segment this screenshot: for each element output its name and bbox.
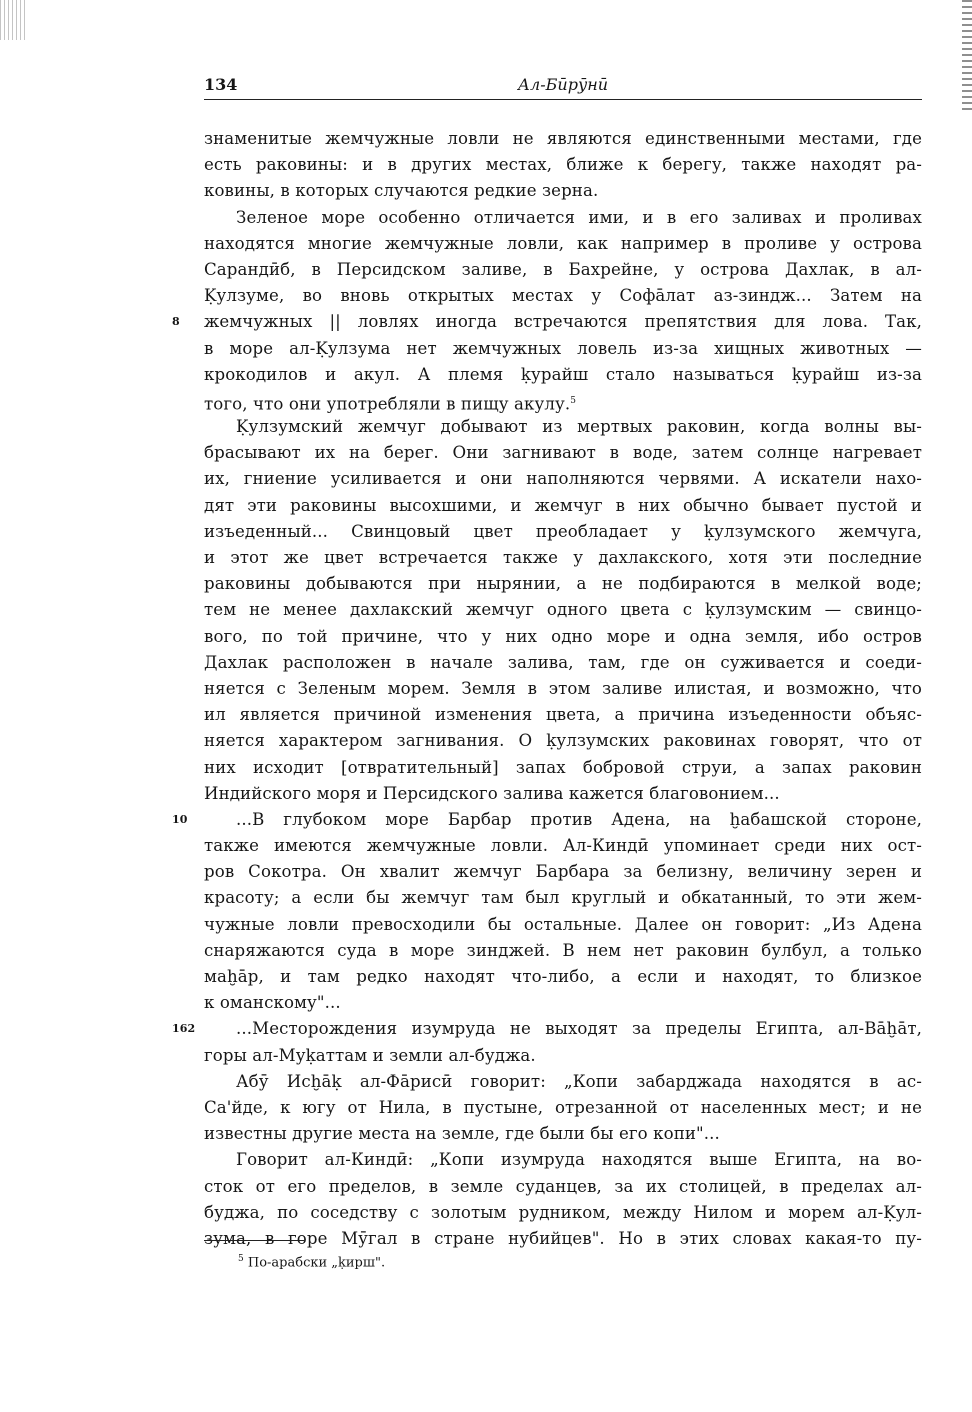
text-line: есть раковины: и в других местах, ближе к берегу, также находят ра-: [204, 155, 922, 175]
margin-number-8: 8: [172, 315, 180, 329]
paragraph-3: [204, 414, 922, 807]
paragraph-4: [172, 807, 922, 1017]
text-line: горы ал-Муḳаттам и земли ал-буджа.: [204, 1045, 536, 1065]
footnote-rule: [204, 1240, 304, 1241]
text-line: дят эти раковины высохшими, и жемчуг в них обычно бывает пустой и: [204, 495, 922, 515]
text-line: Говорит ал-Киндӣ: „Копи изумруда находятся выше Египта, на во-: [236, 1150, 922, 1170]
text-line: снаряжаются суда в море зинджей. В нем нет раковин булбул, а только: [204, 940, 922, 960]
scan-artifact-right: [962, 0, 972, 110]
footnote-ref[interactable]: 5: [570, 395, 577, 406]
text-line: Зеленое море особенно отличается ими, и в его заливах и проливах: [236, 207, 922, 227]
text-line: находятся многие жемчужные ловли, как например в проливе у острова: [204, 233, 922, 253]
text-line: Дахлак расположен в начале залива, там, где он суживается и соеди-: [204, 652, 922, 672]
text-line: в море ал-Ḳулзума нет жемчужных ловель из-за хищных животных —: [204, 338, 922, 358]
text-line: 8 жемчужных || ловлях иногда встречаются препятствия для лова. Так,: [204, 309, 922, 335]
text-line: к оманскому"...: [204, 993, 341, 1013]
text-line: Индийского моря и Персидского залива кажется благовонием...: [204, 783, 780, 803]
footnote-text: По-арабски „ḳирш".: [247, 1255, 386, 1271]
text-line: буджа, по соседству с золотым рудником, между Нилом и морем ал-Ḳул-: [204, 1202, 922, 1222]
text-line: 162 ...Месторождения изумруда не выходят за пределы Египта, ал-Вāḫāт,: [204, 1016, 922, 1042]
footnote-mark: 5: [238, 1254, 244, 1264]
text-line: зума, в горе Мӯгал в стране нубийцев". Но в этих словах какая-то пу-: [204, 1228, 922, 1248]
text-line: ковины, в которых случаются редкие зерна.: [204, 181, 599, 201]
text-line: ил является причиной изменения цвета, а причина изъеденности объяс-: [204, 705, 922, 725]
paragraph-7: [204, 1147, 922, 1252]
text-line: и этот же цвет встречается также у дахлакского, хотя эти последние: [204, 548, 922, 567]
text-line: ров Сокотра. Он хвалит жемчуг Барбара за белизну, величину зерен и: [204, 862, 922, 882]
text-line: тем не менее дахлакский жемчуг одного цвета с ḳулзумским — свинцо-: [204, 600, 922, 620]
text-line: раковины добываются при нырянии, а не подбираются в мелкой воде;: [204, 574, 922, 594]
text-line: Сарандӣб, в Персидском заливе, в Бахрейне, у острова Дахлак, в ал-: [204, 259, 922, 279]
header-rule: [204, 99, 922, 100]
text-line: Ḳулзуме, во вновь открытых местах у Софāлат аз-зиндж... Затем на: [204, 286, 922, 306]
text-line: того, что они употребляли в пищу акулу.$^5$: [204, 394, 577, 414]
text-line: также имеются жемчужные ловли. Ал-Киндӣ упоминает среди них ост-: [204, 836, 922, 856]
text-line: известны другие места на земле, где были бы его копи"...: [204, 1124, 720, 1144]
main-text: [172, 126, 922, 1252]
text-line: знаменитые жемчужные ловли не являются единственными местами, где: [204, 129, 922, 148]
text-line: няется с Зеленым морем. Земля в этом заливе илистая, и возможно, что: [204, 678, 922, 698]
text-line: сток от его пределов, в земле суданцев, за их столицей, в пределах ал-: [204, 1176, 922, 1196]
paragraph-5: [172, 1016, 922, 1068]
page-number: 134: [204, 75, 238, 94]
scan-artifact-left: [0, 0, 26, 40]
margin-number-10: 10: [172, 812, 188, 826]
text-line: их, гниение усиливается и они наполняются червями. А искатели нахо-: [204, 469, 922, 489]
text-line: красоту; а если бы жемчуг там был круглый и обкатанный, то эти жем-: [204, 888, 922, 908]
margin-number-162: 162: [172, 1022, 196, 1036]
paragraph-6: [204, 1069, 922, 1148]
paragraph-1: [204, 126, 922, 205]
text-line: Са'йде, к югу от Нила, в пустыне, отрезанной от населенных мест; и не: [204, 1097, 922, 1117]
text-line: маḫāр, и там редко находят что-либо, а если и находят, то близкое: [204, 967, 922, 986]
text-line: изъеденный... Свинцовый цвет преобладает у ḳулзумского жемчуга,: [204, 521, 922, 541]
page-header: [204, 75, 922, 101]
text-line: них исходит [отвратительный] запах бобровой струи, а запах раковин: [204, 757, 922, 777]
text-line: чужные ловли превосходили бы остальные. Далее он говорит: „Из Адена: [204, 914, 922, 934]
text-line: няется характером загнивания. О ḳулзумских раковинах говорят, что от: [204, 731, 922, 751]
text-line: крокодилов и акул. А племя ḳурайш стало называться ḳурайш из-за: [204, 364, 922, 384]
running-title: Ал-Бӣрӯнӣ: [517, 75, 609, 94]
text-line: брасывают их на берег. Они загнивают в воде, затем солнце нагревает: [204, 443, 922, 463]
text-line: 10 ...В глубоком море Барбар против Адена, на ḫабашской стороне,: [204, 807, 922, 833]
text-line: вого, по той причине, что у них одно море и одна земля, ибо остров: [204, 626, 922, 646]
footnote: [238, 1254, 385, 1270]
text-line: Ḳулзумский жемчуг добывают из мертвых раковин, когда волны вы-: [236, 417, 922, 437]
paragraph-2: [172, 205, 922, 415]
text-line: Абӯ Исḫāḳ ал-Фāрисӣ говорит: „Копи забарджада находятся в ас-: [236, 1071, 922, 1091]
